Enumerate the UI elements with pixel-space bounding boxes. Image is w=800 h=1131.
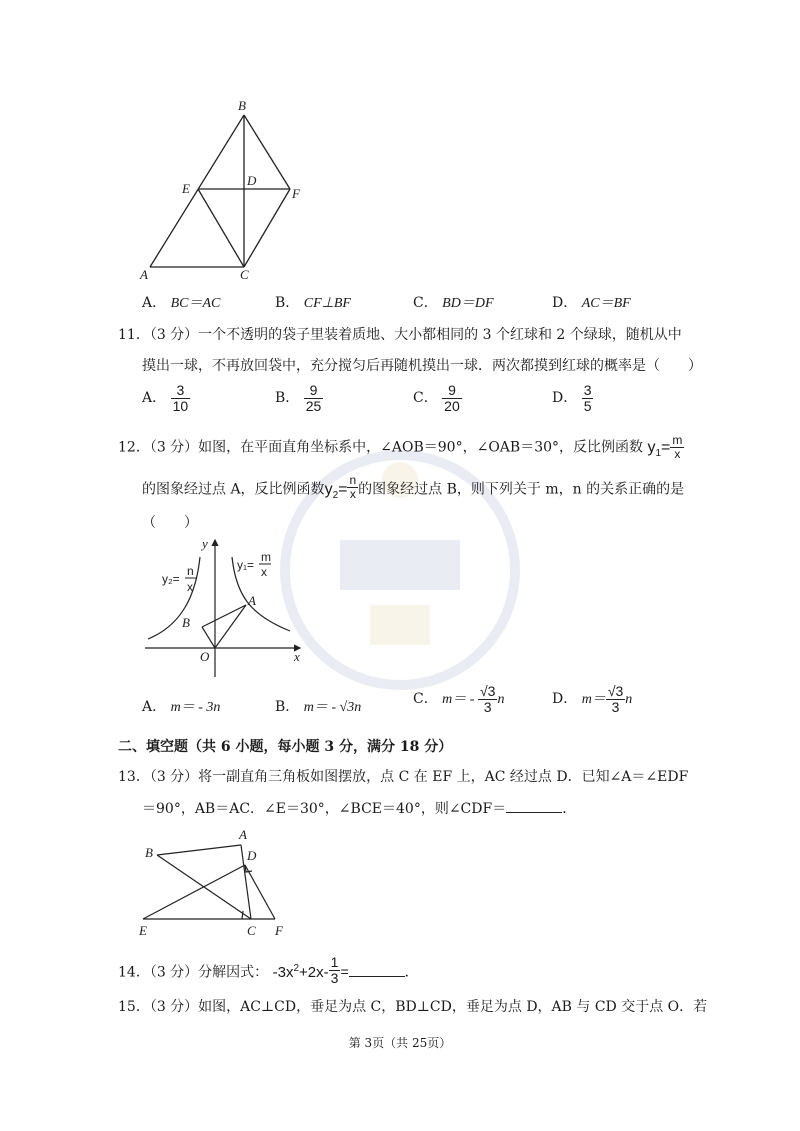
q12-option-b: B． m＝ - √3n [275,699,362,715]
q11-line1: 11．（3 分）一个不透明的袋子里装着质地、大小都相同的 3 个红球和 2 个绿球，随机从中 [118,327,682,343]
q10-option-d: D． AC＝BF [552,295,631,311]
figure-coordinate-plane [140,535,310,680]
page-footer: 第 3页（共 25页） [348,1036,452,1050]
q12-option-c: C． m＝ - $\frac{√3}{3}$ n [413,683,505,715]
y1-num: m [261,550,271,564]
q12-line1: 12．（3 分）如图，在平面直角坐标系中，∠AOB＝90°，∠OAB＝30°，反比例函数 $y_1=$ $\frac{m}{x}$ [118,433,683,461]
axis-x-label: x [294,649,300,664]
q15-line1: 15．（3 分）如图，AC⊥CD，垂足为点 C，BD⊥CD，垂足为点 D，AB 与 CD 交于点 O．若 [118,999,708,1015]
section-heading: 二、填空题（共 6 小题，每小题 3 分，满分 18 分） [118,739,453,755]
y1-den: x [261,565,267,579]
q13-line2: ＝90°，AB＝AC．∠E＝30°，∠BCE＝40°，则∠CDF＝ ． [142,801,577,817]
label-F: F [292,186,300,201]
y2-label: y₂= [162,572,180,586]
q12-line3: （ ） [142,515,198,531]
y2-den: x [187,580,193,594]
label-E: E [139,923,147,938]
y2-num: n [187,564,194,578]
q10-option-b: B． CF⊥BF [275,295,351,311]
q12-option-d: D． m＝ $\frac{√3}{3}$ n [552,683,633,715]
label-F: F [275,923,283,938]
q11-option-d: D． $\frac{3}{5}$ [552,382,592,414]
axis-y-label: y [202,536,208,551]
label-C: C [247,923,256,938]
y1-label: y₁= [237,558,255,572]
q14-line: 14．（3 分）分解因式： $-3x^2+2x-$ $\frac{1}{3}$ = ． [118,954,419,986]
q11-option-b: B． $\frac{9}{25}$ [275,382,322,414]
q12-line2: 的图象经过点 A，反比例函数$y_2=$ $\frac{n}{x}$ 的图象经过点 B，则下列关于 m，n 的关系正确的是 [142,473,685,501]
label-D: D [247,173,257,188]
point-a-label: A [248,593,256,608]
q12-option-a: A． m＝ - 3n [142,699,221,715]
q10-option-a: A． BC＝AC [142,295,221,311]
label-A: A [140,267,148,282]
figure-triangles [135,825,295,940]
q11-line2: 摸出一球，不再放回袋中，充分搅匀后再随机摸出一球．两次都摸到红球的概率是（ ） [142,358,702,374]
q10-option-c: C． BD＝DF [413,295,494,311]
label-E: E [182,181,190,196]
label-A: A [239,827,247,842]
q13-line1: 13．（3 分）将一副直角三角板如图摆放，点 C 在 EF 上，AC 经过点 D．已知∠A＝∠EDF [118,769,689,785]
q11-option-c: C． $\frac{9}{20}$ [413,382,460,414]
label-C: C [240,267,249,282]
point-b-label: B [182,615,190,630]
q14-answer-blank[interactable] [349,964,405,977]
q13-answer-blank[interactable] [506,800,562,813]
figure-rhombus [130,95,310,285]
label-B: B [238,98,246,113]
label-D: D [247,848,257,863]
origin-label: O [200,649,210,664]
label-B: B [145,845,153,860]
q11-option-a: A． $\frac{3}{10}$ [142,382,189,414]
